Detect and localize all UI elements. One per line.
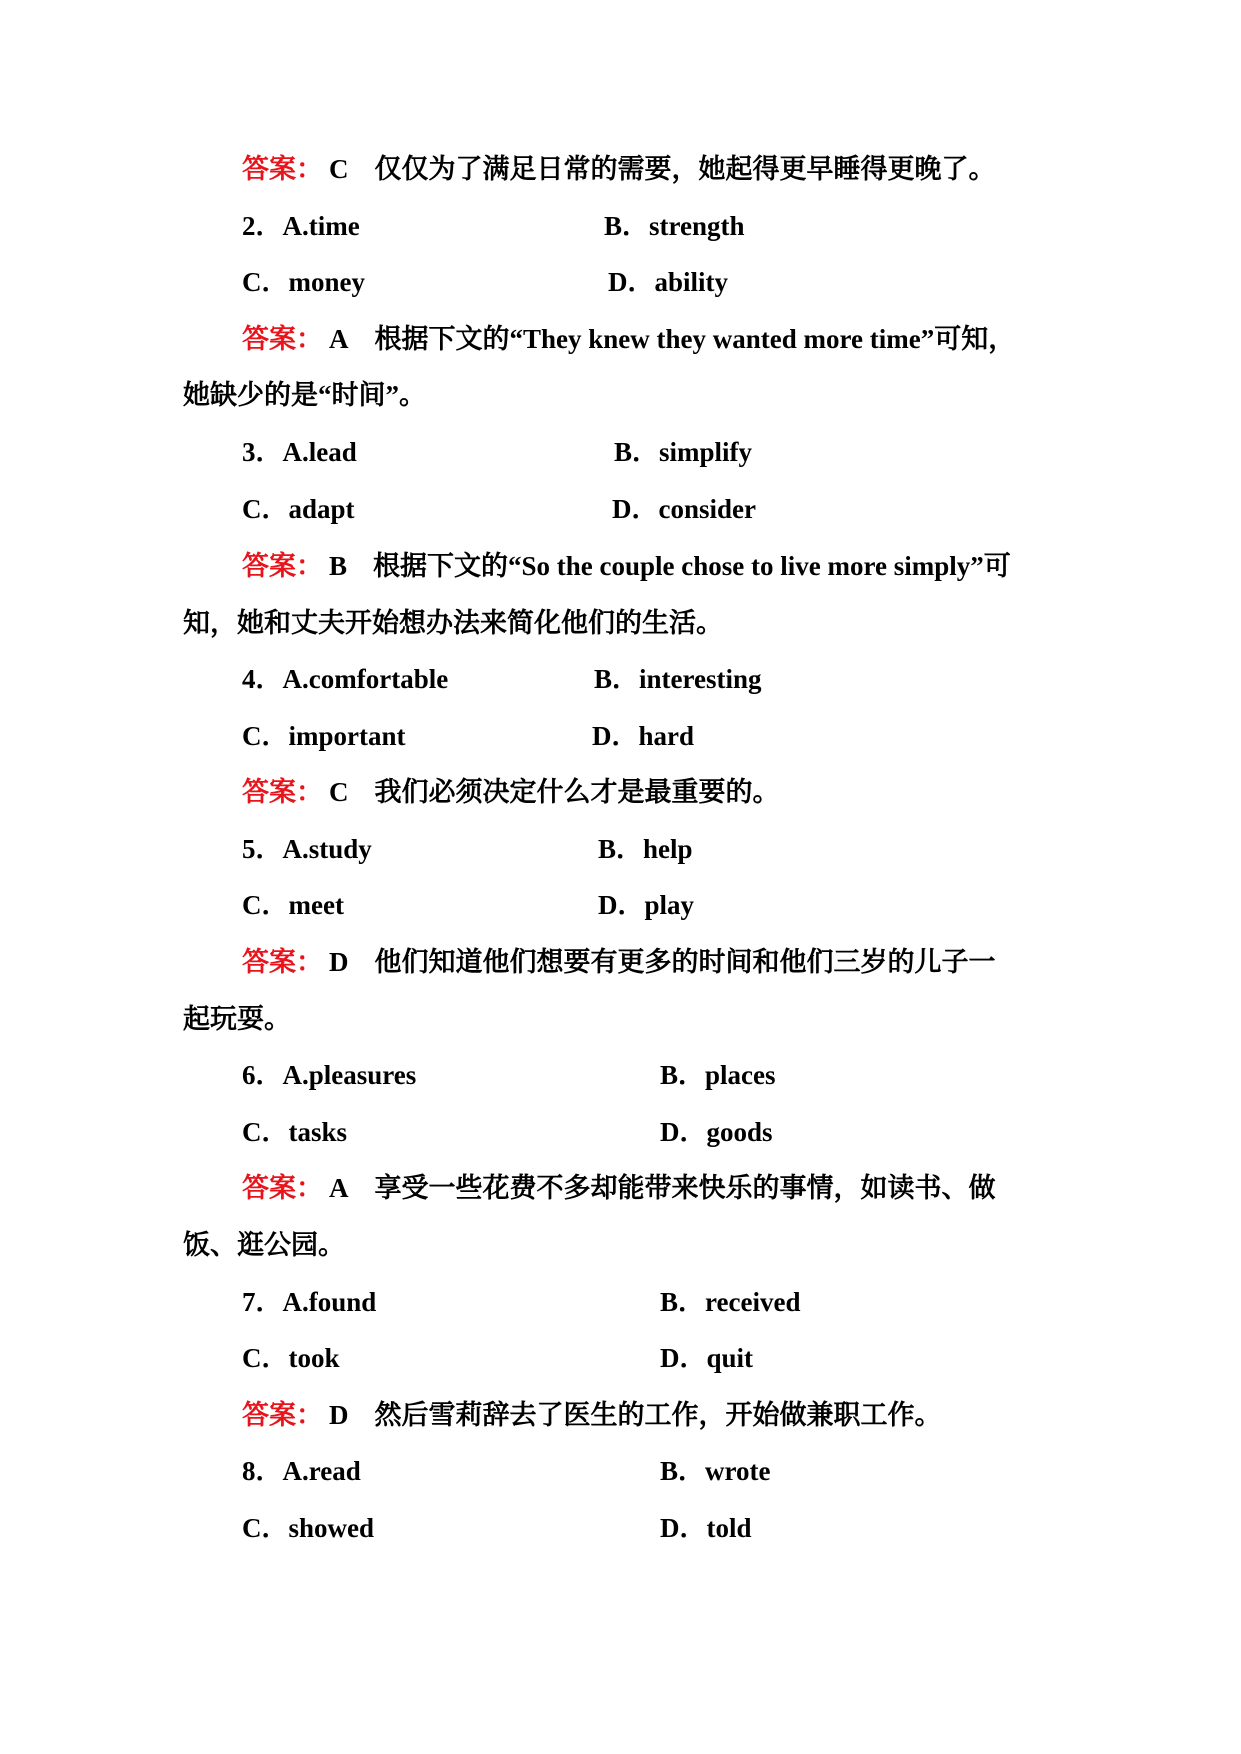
question-number: 6． (242, 1060, 283, 1090)
answer-label: 答案： (242, 154, 323, 184)
option-b: B．interesting (594, 664, 762, 694)
option-d: D．ability (608, 267, 729, 297)
option-a: 5．A.study (242, 834, 372, 864)
answer-line (242, 1398, 942, 1432)
answer-letter: D (329, 1400, 349, 1430)
option-d: D．told (660, 1513, 752, 1543)
option-d: D．consider (612, 494, 756, 524)
option-a: 6．A.pleasures (242, 1060, 417, 1090)
option-a: 3．A.lead (242, 437, 357, 467)
option-b: B．received (660, 1287, 801, 1317)
answer-label: 答案： (242, 947, 323, 977)
question-number: 5． (242, 834, 283, 864)
answer-explanation: 享受一些花费不多却能带来快乐的事情，如读书、做 (374, 1173, 996, 1203)
option-a: 7．A.found (242, 1287, 377, 1317)
option-b: B．wrote (660, 1456, 771, 1486)
answer-label: 答案： (242, 551, 323, 581)
answer-continuation: 她缺少的是“时间”。 (183, 380, 426, 410)
answer-explanation: 然后雪莉辞去了医生的工作，开始做兼职工作。 (374, 1400, 942, 1430)
option-b: B．simplify (614, 437, 753, 467)
question-number: 7． (242, 1287, 283, 1317)
option-c: C．showed (242, 1513, 375, 1543)
answer-letter: C (329, 777, 349, 807)
answer-letter: B (329, 551, 348, 581)
option-a: 2．A.time (242, 211, 360, 241)
option-c: C．took (242, 1343, 340, 1373)
answer-letter: D (329, 947, 349, 977)
option-a: 8．A.read (242, 1456, 361, 1486)
answer-label: 答案： (242, 777, 323, 807)
answer-explanation: 我们必须决定什么才是最重要的。 (374, 777, 780, 807)
option-d: D．play (598, 890, 695, 920)
option-d: D．goods (660, 1117, 773, 1147)
option-c: C．money (242, 267, 365, 297)
option-b: B．strength (604, 211, 745, 241)
answer-explanation: 他们知道他们想要有更多的时间和他们三岁的儿子一 (374, 947, 996, 977)
answer-label: 答案： (242, 1173, 323, 1203)
option-b: B．places (660, 1060, 776, 1090)
question-number: 3． (242, 437, 283, 467)
answer-label: 答案： (242, 324, 323, 354)
option-c: C．adapt (242, 494, 355, 524)
option-b: B．help (598, 834, 693, 864)
answer-explanation: 根据下文的“So the couple chose to live more simply”可 (373, 551, 1011, 581)
answer-line (242, 1171, 996, 1205)
answer-label: 答案： (242, 1400, 323, 1430)
option-c: C．important (242, 721, 406, 751)
answer-line (242, 945, 996, 979)
option-c: C．meet (242, 890, 344, 920)
answer-line (242, 775, 780, 809)
question-number: 2． (242, 211, 283, 241)
answer-line (242, 549, 1011, 583)
question-number: 8． (242, 1456, 283, 1486)
question-number: 4． (242, 664, 283, 694)
answer-continuation: 起玩耍。 (183, 1004, 291, 1034)
answer-letter: C (329, 154, 349, 184)
answer-explanation: 仅仅为了满足日常的需要，她起得更早睡得更晚了。 (374, 154, 996, 184)
option-a: 4．A.comfortable (242, 664, 449, 694)
answer-continuation: 饭、逛公园。 (183, 1230, 345, 1260)
option-c: C．tasks (242, 1117, 348, 1147)
answer-letter: A (329, 324, 349, 354)
answer-line (242, 322, 1015, 356)
answer-continuation: 知，她和丈夫开始想办法来简化他们的生活。 (183, 608, 723, 638)
answer-line (242, 152, 996, 186)
option-d: D．hard (592, 721, 695, 751)
answer-letter: A (329, 1173, 349, 1203)
answer-explanation: 根据下文的“They knew they wanted more time”可知， (374, 324, 1016, 354)
option-d: D．quit (660, 1343, 754, 1373)
